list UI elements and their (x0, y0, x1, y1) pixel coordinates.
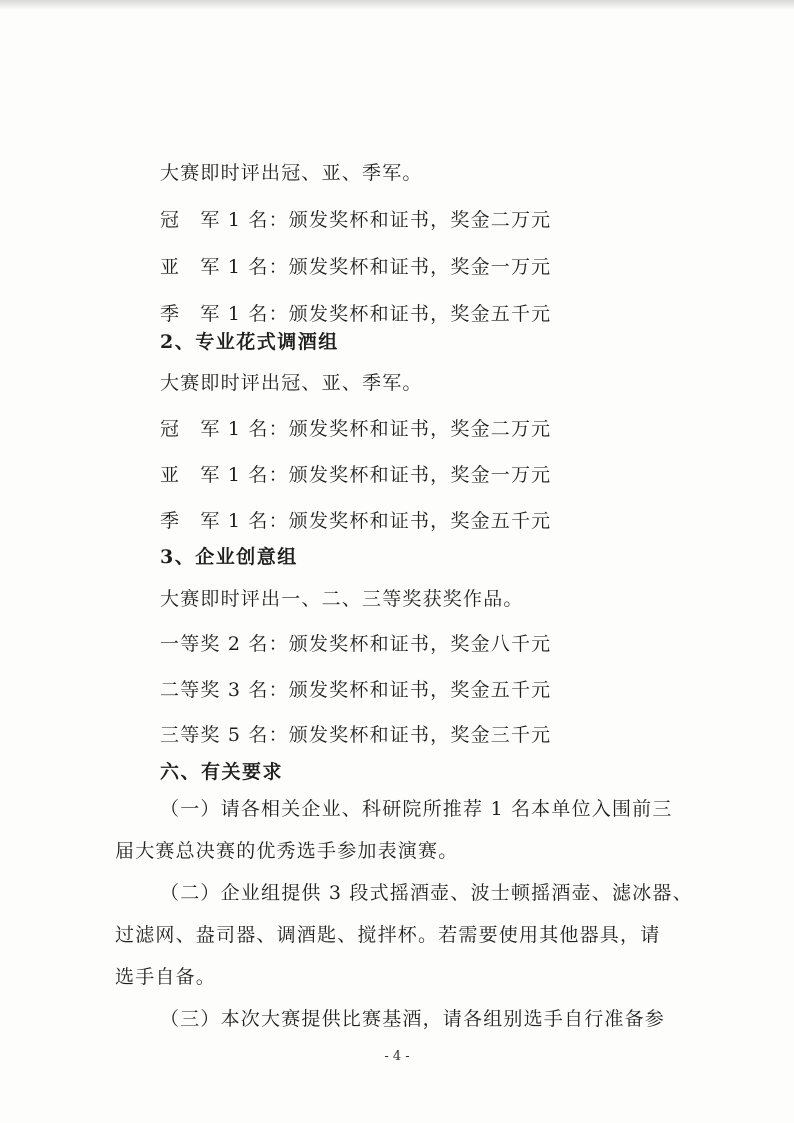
s3-intro: 大赛即时评出一、二、三等奖获奖作品。 (160, 588, 524, 610)
s2-prize-1: 冠 军 1 名：颁发奖杯和证书，奖金二万元 (160, 418, 552, 440)
s3-prize-3: 三等奖 5 名：颁发奖杯和证书，奖金三千元 (160, 724, 552, 746)
s6-p2-line1: （二）企业组提供 3 段式摇酒壶、波士顿摇酒壶、滤冰器、 (160, 882, 693, 904)
s6-p2-line3: 选手自备。 (115, 966, 217, 988)
s6-p1-line1: （一）请各相关企业、科研院所推荐 1 名本单位入围前三 (160, 798, 673, 820)
s6-p1-line2: 届大赛总决赛的优秀选手参加表演赛。 (115, 840, 459, 862)
s3-prize-2: 二等奖 3 名：颁发奖杯和证书，奖金五千元 (160, 679, 552, 701)
s1-prize-3: 季 军 1 名：颁发奖杯和证书，奖金五千元 (160, 303, 552, 325)
s2-intro: 大赛即时评出冠、亚、季军。 (160, 372, 423, 394)
s2-heading: 2、专业花式调酒组 (160, 331, 339, 353)
s2-prize-2: 亚 军 1 名：颁发奖杯和证书，奖金一万元 (160, 464, 552, 486)
s3-prize-1: 一等奖 2 名：颁发奖杯和证书，奖金八千元 (160, 633, 552, 655)
s2-prize-3: 季 军 1 名：颁发奖杯和证书，奖金五千元 (160, 510, 552, 532)
s3-heading: 3、企业创意组 (160, 546, 298, 568)
scan-edge (0, 0, 794, 10)
s6-p3-line1: （三）本次大赛提供比赛基酒，请各组别选手自行准备参 (160, 1008, 666, 1030)
s6-heading: 六、有关要求 (160, 761, 284, 783)
page-number: - 4 - (384, 1049, 410, 1064)
s1-prize-2: 亚 军 1 名：颁发奖杯和证书，奖金一万元 (160, 256, 552, 278)
s1-prize-1: 冠 军 1 名：颁发奖杯和证书，奖金二万元 (160, 209, 552, 231)
s1-intro: 大赛即时评出冠、亚、季军。 (160, 162, 423, 184)
s6-p2-line2: 过滤网、盎司器、调酒匙、搅拌杯。若需要使用其他器具，请 (115, 924, 661, 946)
